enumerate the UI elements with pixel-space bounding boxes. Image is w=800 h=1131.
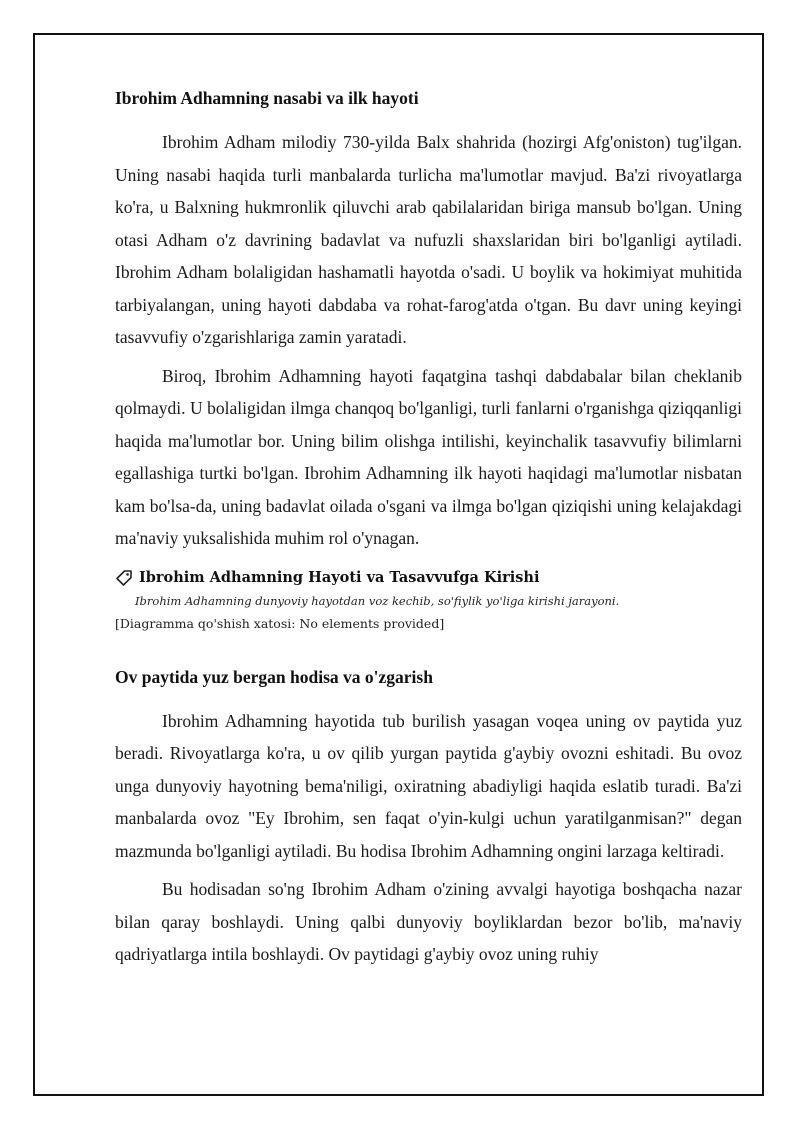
section-hunting-event	[115, 661, 742, 971]
paragraph: Biroq, Ibrohim Adhamning hayoti faqatgina tashqi dabdabalar bilan cheklanib qolmaydi. U bolaligidan ilmga chanqoq bo'lganligi, turli fanlarni o'rganishga qiziqqanligi haqida ma'lumotlar bor. Uning bilim olishga intilishi, keyinchalik tasavvufiy bilimlarni egallashiga turtki bo'lgan. Ibrohim Adhamning ilk hayoti haqidagi ma'lumotlar nisbatan kam bo'lsa-da, uning badavlat oilada o'sgani va ilmga bo'lgan qiziqishi uning kelajakdagi ma'naviy yuksalishida muhim rol o'ynagan.	[115, 365, 742, 548]
diagram-block	[115, 567, 742, 635]
paragraph: Bu hodisadan so'ng Ibrohim Adham o'zining avvalgi hayotiga boshqacha nazar bilan qaray boshlaydi. Uning qalbi dunyoviy boyliklardan bezor bo'lib, ma'naviy qadriyatlarga intila boshlaydi. Ov paytidagi g'aybiy ovoz uning ruhiy	[115, 879, 742, 964]
paragraph: Ibrohim Adhamning hayotida tub burilish yasagan voqea uning ov paytida yuz beradi. Rivoyatlarga ko'ra, u ov qilib yurgan paytida g'aybiy ovozni eshitadi. Bu ovoz unga dunyoviy hayotning bema'niligi, oxiratning abadiyligi haqida eslatib turadi. Ba'zi manbalarda ovoz "Ey Ibrohim, sen faqat o'yin-kulgi uchun yaratilganmisan?" degan mazmunda bo'lganligi aytiladi. Bu hodisa Ibrohim Adhamning ongini larzaga keltiradi.	[115, 710, 742, 861]
section-heading-hunting-event: Ov paytida yuz bergan hodisa va o'zgarish	[115, 666, 433, 687]
diagram-error-message: [Diagramma qo'shish xatosi: No elements provided]	[115, 615, 445, 631]
diagram-title-text: Ibrohim Adhamning Hayoti va Tasavvufga Kirishi	[139, 568, 540, 586]
document-content	[115, 82, 742, 977]
tag-icon	[115, 569, 133, 587]
diagram-title	[115, 567, 742, 589]
paragraph: Ibrohim Adham milodiy 730-yilda Balx shahrida (hozirgi Afg'oniston) tug'ilgan. Uning nasabi haqida turli manbalarda turlicha ma'lumotlar mavjud. Ba'zi rivoyatlarga ko'ra, u Balxning hukmronlik qiluvchi arab qabilalaridan biriga mansub bo'lgan. Uning otasi Adham o'z davrining badavlat va nufuzli shaxslaridan biri bo'lganligi aytiladi. Ibrohim Adham bolaligidan hashamatli hayotda o'sadi. U boylik va hokimiyat muhitida tarbiyalangan, uning hayoti dabdaba va rohat-farog'atda o'tgan. Bu davr uning keyingi tasavvufiy o'zgarishlariga zamin yaratadi.	[115, 132, 742, 347]
diagram-caption: Ibrohim Adhamning dunyoviy hayotdan voz kechib, so'fiylik yo'liga kirishi jarayoni.	[135, 593, 620, 608]
section-heading-early-life: Ibrohim Adhamning nasabi va ilk hayoti	[115, 88, 419, 108]
